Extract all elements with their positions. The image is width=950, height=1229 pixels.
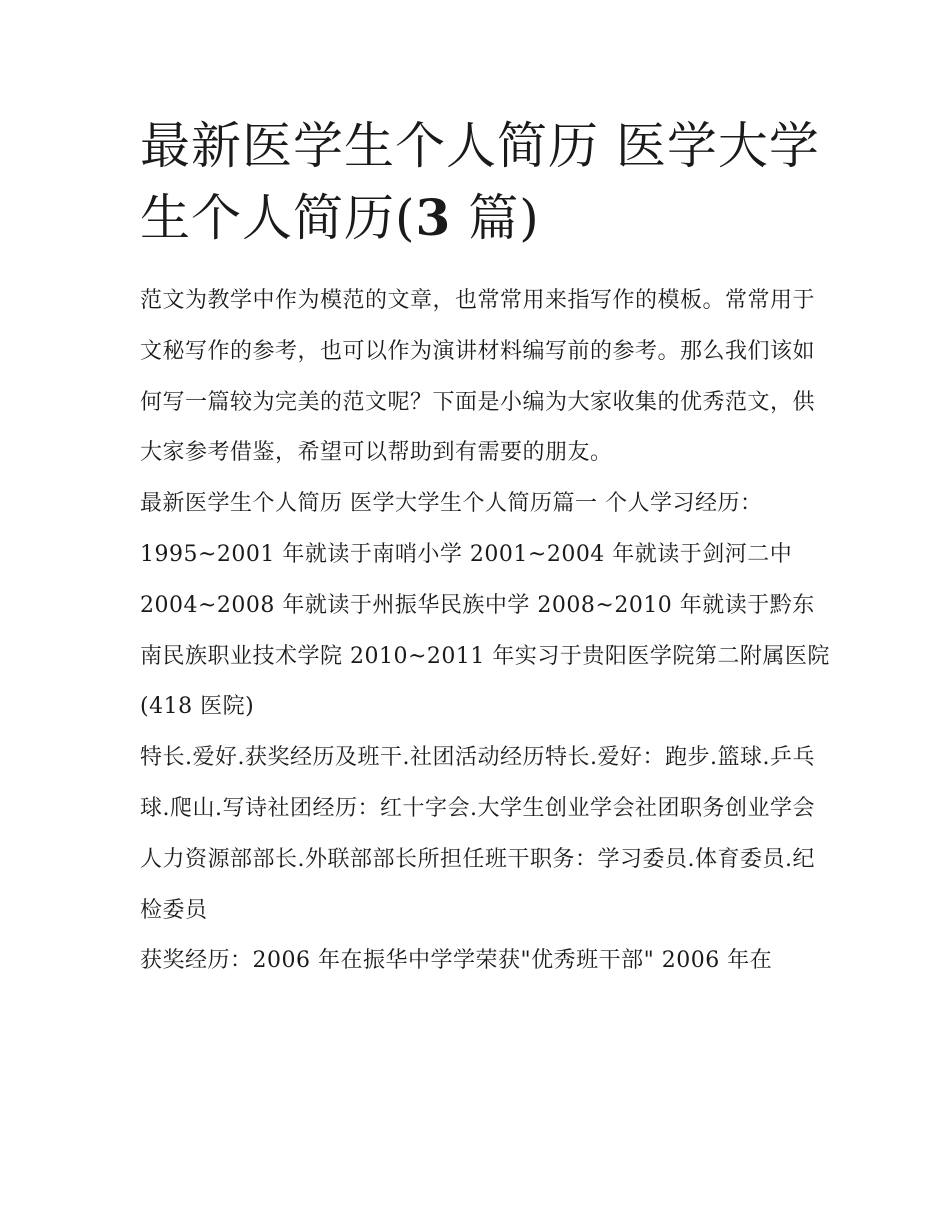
intro-paragraph: 范文为教学中作为模范的文章，也常常用来指写作的模板。常常用于文秘写作的参考，也可以作为演讲材料编写前的参考。那么我们该如何写一篇较为完美的范文呢？下面是小编为大家收集的优秀范文，供大家参考借鉴，希望可以帮助到有需要的朋友。: [140, 288, 816, 466]
hobbies-paragraph: 特长.爱好.获奖经历及班干.社团活动经历特长.爱好：跑步.篮球.乒乓球.爬山.写诗社团经历：红十字会.大学生创业学会社团职务创业学会人力资源部部长.外联部部长所担任班干职务：学习委员.体育委员.纪检委员: [140, 745, 815, 923]
title-text-end: 篇): [451, 189, 540, 247]
title-text: 最新医学生个人简历 医学大学生个人简历(: [140, 117, 820, 247]
education-paragraph: 最新医学生个人简历 医学大学生个人简历篇一 个人学习经历：1995~2001 年就读于南哨小学 2001~2004 年就读于剑河二中: [140, 491, 793, 567]
education-paragraph-continued: 2004~2008 年就读于州振华民族中学 2008~2010 年就读于黔东南民族职业技术学院 2010~2011 年实习于贵阳医学院第二附属医院(418 医院): [140, 592, 830, 720]
document-title: [140, 110, 830, 254]
document-body: [140, 276, 830, 987]
awards-paragraph: 获奖经历：2006 年在振华中学学荣获"优秀班干部" 2006 年在: [140, 948, 773, 974]
title-count: 3: [415, 188, 452, 247]
